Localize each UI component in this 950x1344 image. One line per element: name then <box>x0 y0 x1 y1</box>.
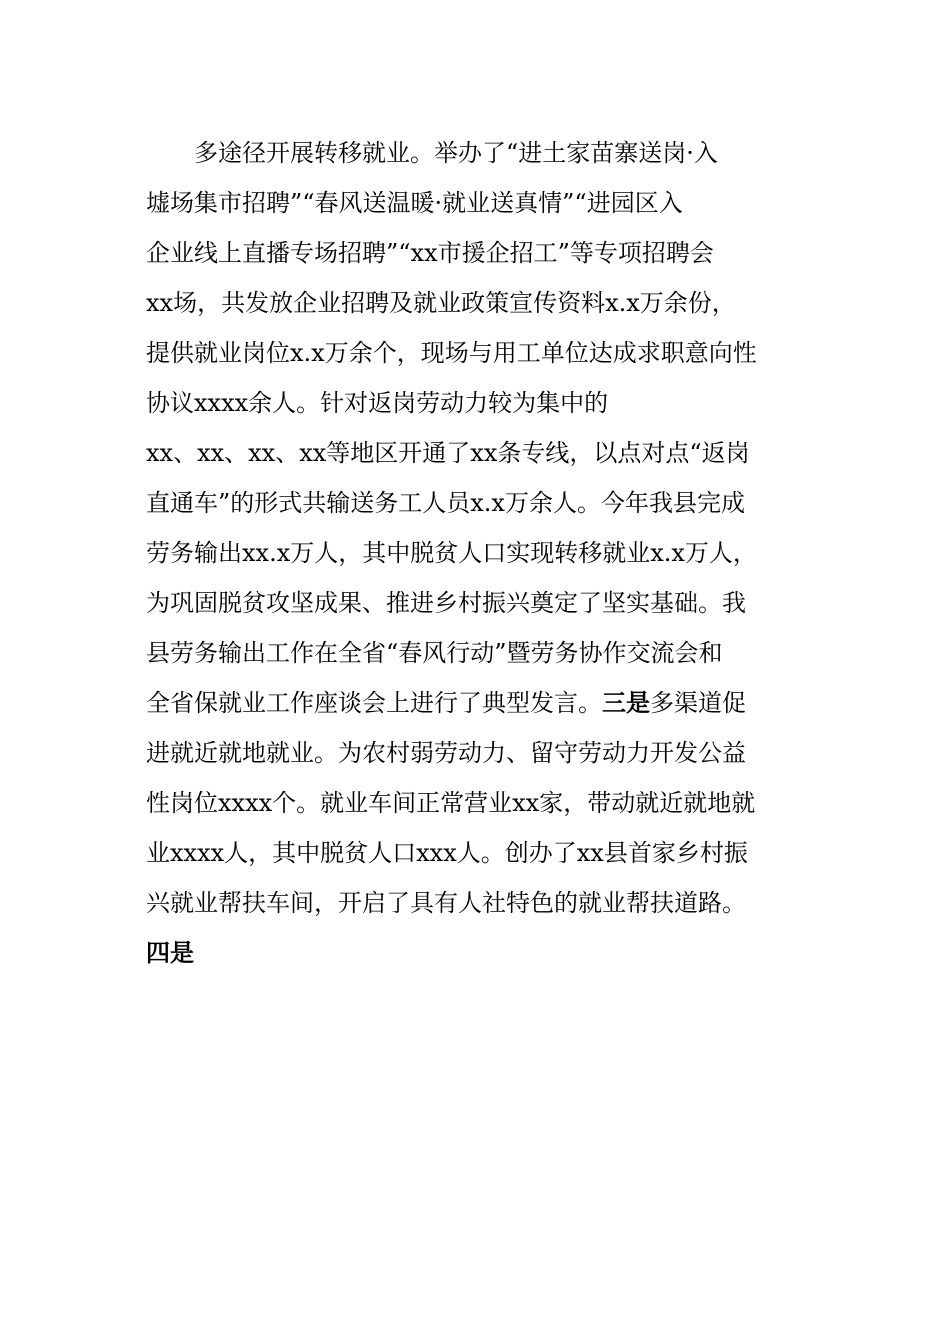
text-line-2: 墟场集市招聘”“春风送温暖·就业送真情”“进园区入 <box>146 189 683 217</box>
text-line-13: 进就近就地就业。为农村弱劳动力、留守劳动力开发公益 <box>146 739 746 767</box>
text-line-15: 业xxxx人，其中脱贫人口xxx人。创办了xx县首家乡村振 <box>146 839 748 867</box>
text-line-3: 企业线上直播专场招聘”“xx市援企招工”等专项招聘会 <box>146 239 714 267</box>
text-line-1: 多途径开展转移就业。举办了“进土家苗寨送岗·入 <box>194 139 718 167</box>
text-line-9: 劳务输出xx.x万人，其中脱贫人口实现转移就业x.x万人， <box>146 539 757 567</box>
text-line-10: 为巩固脱贫攻坚成果、推进乡村振兴奠定了坚实基础。我 <box>146 589 746 617</box>
text-line-6: 协议xxxx余人。针对返岗劳动力较为集中的 <box>146 389 609 417</box>
text-line-16: 兴就业帮扶车间，开启了具有人社特色的就业帮扶道路。 <box>146 889 746 917</box>
text-line-12 <box>146 678 826 728</box>
text-line-14: 性岗位xxxx个。就业车间正常营业xx家，带动就近就地就 <box>146 789 756 817</box>
section-marker-four: 四是 <box>146 938 194 967</box>
text-line-12-end: 多渠道促 <box>650 689 746 717</box>
body-text <box>146 128 826 978</box>
text-line-8: 直通车”的形式共输送务工人员x.x万余人。今年我县完成 <box>146 489 745 517</box>
section-marker-three: 三是 <box>602 688 650 717</box>
text-line-7: xx、xx、xx、xx等地区开通了xx条专线，以点对点“返岗 <box>146 439 750 467</box>
text-line-5: 提供就业岗位x.x万余个，现场与用工单位达成求职意向性 <box>146 339 757 367</box>
text-line-4: xx场，共发放企业招聘及就业政策宣传资料x.x万余份， <box>146 289 736 317</box>
text-line-12-start: 全省保就业工作座谈会上进行了典型发言。 <box>146 689 602 717</box>
text-line-11: 县劳务输出工作在全省“春风行动”暨劳务协作交流会和 <box>146 639 723 667</box>
